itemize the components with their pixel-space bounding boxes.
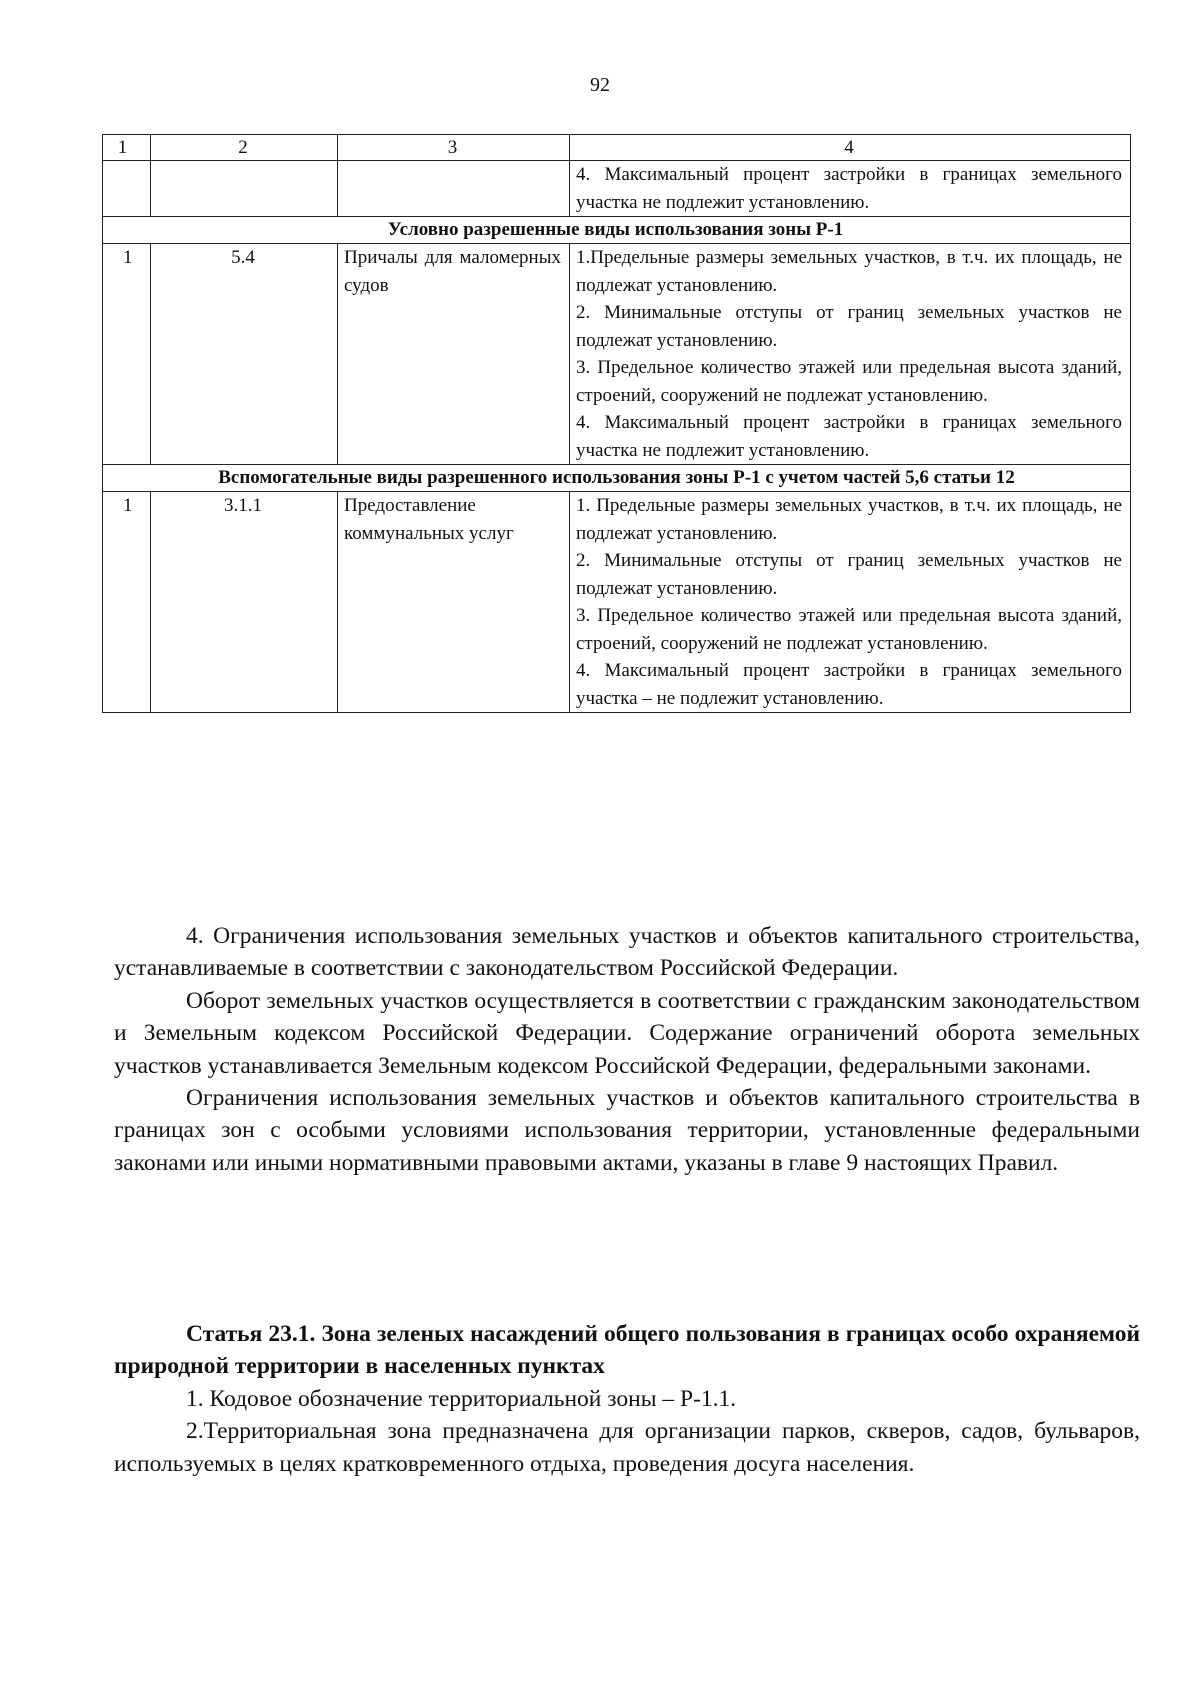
parameter-item: 3. Предельное количество этажей или предельная высота зданий, строений, сооружений не подлежат установлению. <box>576 605 1122 654</box>
cell-empty <box>338 161 570 217</box>
paragraph: Оборот земельных участков осуществляется в соответствии с гражданским законодательством и Земельным кодексом Российской Федерации. Содержание ограничений оборота земельных участков устанавливается Земельным кодексом Российской Федерации, федеральными законами. <box>114 987 1140 1079</box>
cell-number: 1 <box>103 244 151 465</box>
header-cell-1: 1 <box>103 135 151 161</box>
section-title-conditional: Условно разрешенные виды использования зоны Р-1 <box>103 217 1131 244</box>
cell-empty <box>103 161 151 217</box>
table-row <box>103 244 1131 465</box>
header-cell-4: 4 <box>570 135 1131 161</box>
paragraph: Ограничения использования земельных участков и объектов капитального строительства в границах зон с особыми условиями использования территории, установленные федеральными законами или иными нормативными правовыми актами, указаны в главе 9 настоящих Правил. <box>114 1085 1140 1176</box>
cell-number: 1 <box>103 492 151 713</box>
cell-parameters <box>570 492 1131 713</box>
cell-use-type: Причалы для маломерных судов <box>338 244 570 465</box>
table-header-row <box>103 135 1131 161</box>
cell-parameters <box>570 244 1131 465</box>
table-section-row <box>103 217 1131 244</box>
parameter-item: 1.Предельные размеры земельных участков, в т.ч. их площадь, не подлежат установлению. <box>576 247 1122 296</box>
cell-code: 3.1.1 <box>151 492 338 713</box>
article-item: 1. Кодовое обозначение территориальной зоны – Р-1.1. <box>186 1385 737 1412</box>
paragraph: 4. Ограничения использования земельных участков и объектов капитального строительства, устанавливаемые в соответствии с законодательством Российской Федерации. <box>114 923 1140 982</box>
parameter-item: 3. Предельное количество этажей или предельная высота зданий, строений, сооружений не подлежат установлению. <box>576 357 1122 406</box>
zoning-table <box>102 134 1131 713</box>
body-text <box>114 920 1140 1179</box>
section-title-auxiliary: Вспомогательные виды разрешенного использования зоны Р-1 с учетом частей 5,6 статьи 12 <box>103 465 1131 492</box>
header-cell-2: 2 <box>151 135 338 161</box>
parameter-item: 4. Максимальный процент застройки в границах земельного участка – не подлежит установлению. <box>576 660 1122 709</box>
table-section-row <box>103 465 1131 492</box>
cell-parameters <box>570 161 1131 217</box>
parameter-item: 1. Предельные размеры земельных участков, в т.ч. их площадь, не подлежат установлению. <box>576 495 1122 544</box>
table-row-continuation <box>103 161 1131 217</box>
header-cell-3: 3 <box>338 135 570 161</box>
table-row <box>103 492 1131 713</box>
cell-use-type: Предоставление коммунальных услуг <box>338 492 570 713</box>
article-heading: Статья 23.1. Зона зеленых насаждений общего пользования в границах особо охраняемой природной территории в населенных пунктах <box>114 1321 1140 1380</box>
parameter-item: 2. Минимальные отступы от границ земельных участков не подлежат установлению. <box>576 302 1122 351</box>
parameter-item: 4. Максимальный процент застройки в границах земельного участка не подлежит установлению. <box>576 164 1122 213</box>
parameter-item: 2. Минимальные отступы от границ земельных участков не подлежат установлению. <box>576 550 1122 599</box>
article-item: 2.Территориальная зона предназначена для организации парков, скверов, садов, бульваров, используемых в целях кратковременного отдыха, проведения досуга населения. <box>114 1418 1140 1477</box>
page-number: 92 <box>590 74 610 96</box>
cell-code: 5.4 <box>151 244 338 465</box>
cell-empty <box>151 161 338 217</box>
parameter-item: 4. Максимальный процент застройки в границах земельного участка не подлежит установлению. <box>576 412 1122 461</box>
article-section <box>114 1318 1140 1480</box>
